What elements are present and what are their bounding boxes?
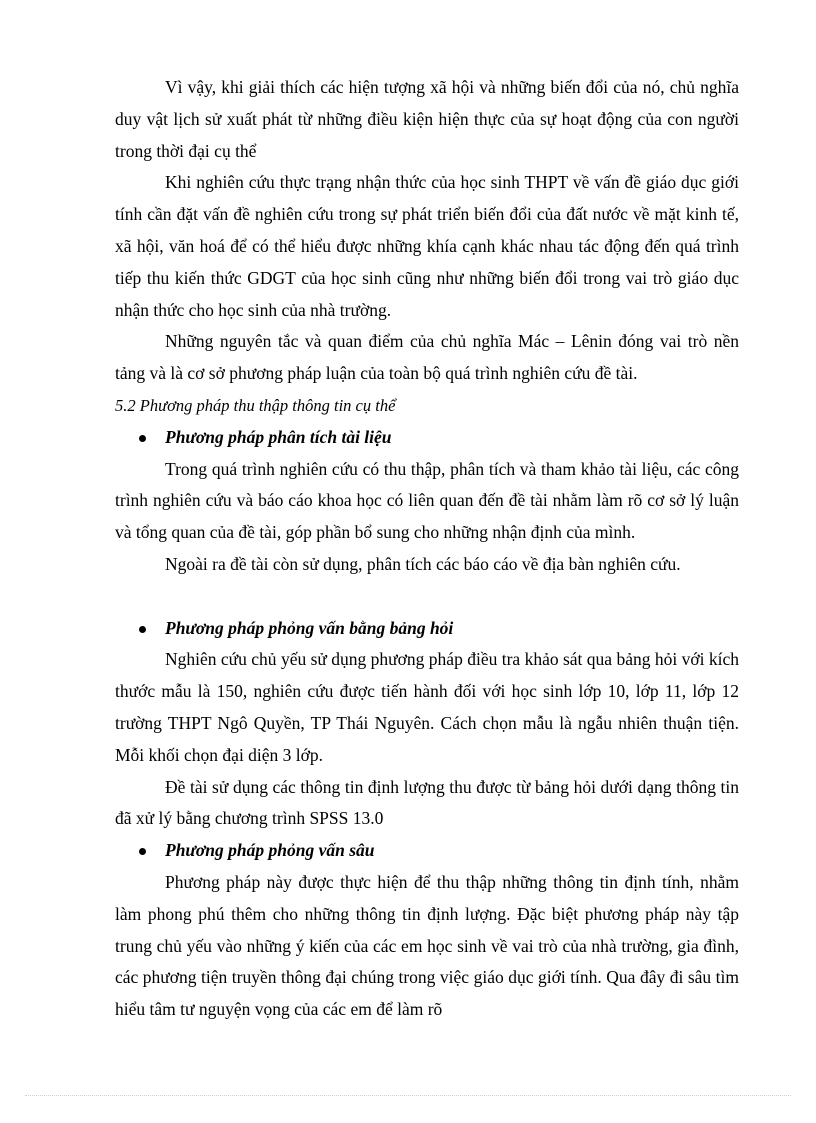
paragraph-questionnaire-sample: Nghiên cứu chủ yếu sử dụng phương pháp điều tra khảo sát qua bảng hỏi với kích thước mẫu là 150, nghiên cứu được tiến hành đối với học sinh lớp 10, lớp 11, lớp 12 trường THPT Ngô Quyền, TP Thái Nguyên. Cách chọn mẫu là ngẫu nhiên thuận tiện. Mỗi khối chọn đại diện 3 lớp. <box>115 649 739 765</box>
paragraph-spss: Đề tài sử dụng các thông tin định lượng thu được từ bảng hỏi dưới dạng thông tin đã xử lý bằng chương trình SPSS 13.0 <box>115 776 739 829</box>
paragraph-document-analysis: Trong quá trình nghiên cứu có thu thập, phân tích và tham khảo tài liệu, các công trình nghiên cứu và báo cáo khoa học có liên quan đến đề tài nhằm làm rõ cơ sở lý luận và tổng quan của đề tài, góp phần bổ sung cho những nhận định của mình. <box>115 458 739 543</box>
page-content <box>115 72 739 1026</box>
paragraph-research-context: Khi nghiên cứu thực trạng nhận thức của học sinh THPT về vấn đề giáo dục giới tính cần đặt vấn đề nghiên cứu trong sự phát triển biến đổi của đất nước về mặt kinh tế, xã hội, văn hoá để có thể hiểu được những khía cạnh khác nhau tác động đến quá trình tiếp thu kiến thức GDGT của học sinh cũng như những biến đổi trong vai trò giáo dục nhận thức cho học sinh của nhà trường. <box>115 172 739 320</box>
paragraph-in-depth-interview: Phương pháp này được thực hiện để thu thập những thông tin định tính, nhằm làm phong phú thêm cho những thông tin định lượng. Đặc biệt phương pháp này tập trung chủ yếu vào những ý kiến của các em học sinh về vai trò của nhà trường, gia đình, các phương tiện truyền thông đại chúng trong việc giáo dục giới tính. Qua đây đi sâu tìm hiểu tâm tư nguyện vọng của các em để làm rõ <box>115 871 739 1020</box>
paragraph-historical-materialism: Vì vậy, khi giải thích các hiện tượng xã hội và những biến đổi của nó, chủ nghĩa duy vật lịch sử xuất phát từ những điều kiện hiện thực của sự hoạt động của con người trong thời đại cụ thể <box>115 77 739 161</box>
bullet-in-depth-interview <box>115 835 739 867</box>
bullet-document-analysis <box>115 422 739 454</box>
bullet-icon <box>139 626 146 633</box>
bullet-label: Phương pháp phỏng vấn bằng bảng hỏi <box>165 617 454 638</box>
bullet-label: Phương pháp phỏng vấn sâu <box>165 840 375 861</box>
bullet-icon <box>139 435 146 442</box>
bullet-icon <box>139 848 146 855</box>
blank-line <box>115 581 739 613</box>
paragraph-marxist-principles: Những nguyên tắc và quan điểm của chủ nghĩa Mác – Lênin đóng vai trò nền tảng và là cơ sở phương pháp luận của toàn bộ quá trình nghiên cứu đề tài. <box>115 331 739 384</box>
footer-divider <box>25 1095 791 1096</box>
paragraph-area-reports: Ngoài ra đề tài còn sử dụng, phân tích các báo cáo về địa bàn nghiên cứu. <box>165 553 681 574</box>
bullet-questionnaire <box>115 613 739 645</box>
section-heading: 5.2 Phương pháp thu thập thông tin cụ thể <box>115 395 396 415</box>
bullet-label: Phương pháp phân tích tài liệu <box>165 426 392 447</box>
